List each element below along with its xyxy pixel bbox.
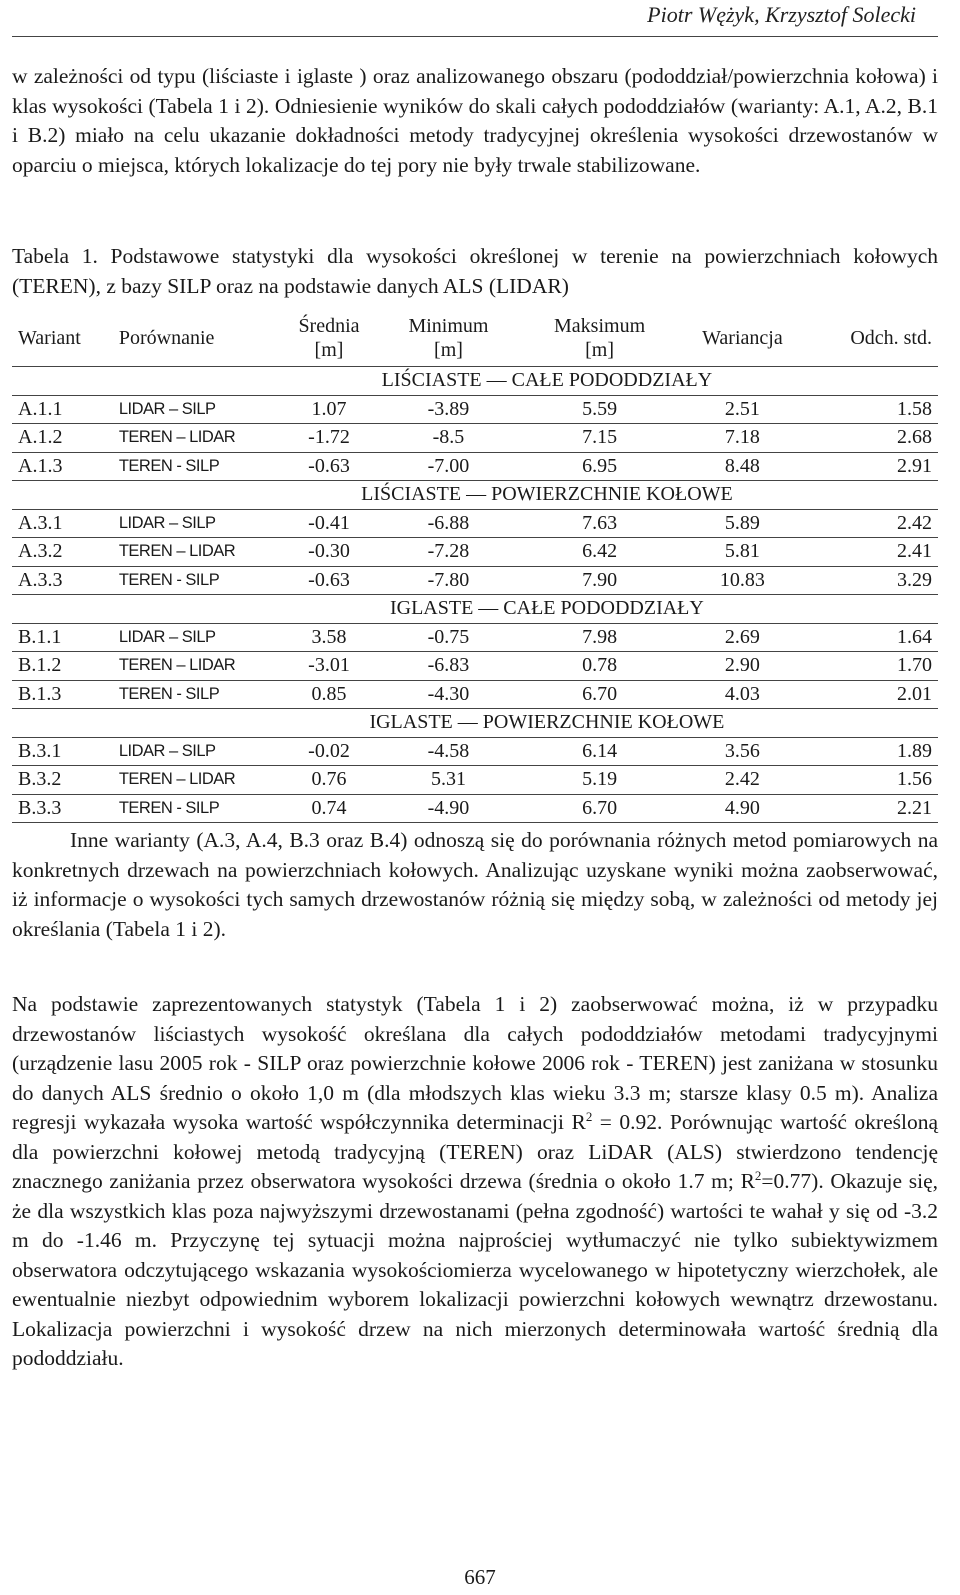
section-title: IGLASTE — CAŁE PODODDZIAŁY xyxy=(389,597,704,620)
paragraph-3-part1: Na podstawie zaprezentowanych statystyk (Tabela 1 i 2) zaobserwować można, iż w przypadku drzewostanów liściastych wysokość określana dla całych pododdziałów metodami tradycyjnymi (urządzenie lasu 2005 rok - SILP oraz powierzchnie kołowe 2006 rok - TEREN) jest zaniżana w stosunku do danych ALS średnio o około 1,0 m (dla młodszych klas wieku 3.3 m; starsze klasy 0.5 m). Analiza regresji wykazała wysoka wartość współczynnika determinacji R xyxy=(12,992,938,1134)
table-caption: Tabela 1. Podstawowe statystyki dla wysokości określonej w terenie na powierzchniach kołowych (TEREN), z bazy SILP oraz na podstawie danych ALS (LIDAR) xyxy=(12,244,938,298)
header-wariancja: Wariancja xyxy=(702,327,783,349)
section-spacer xyxy=(12,709,285,738)
header-rule xyxy=(12,36,938,37)
cell-porownanie: TEREN - SILP xyxy=(118,456,220,475)
cell-porownanie: LIDAR – SILP xyxy=(118,741,216,760)
section-spacer xyxy=(809,367,938,396)
cell-odch-std: 2.42 xyxy=(897,511,932,534)
table-row xyxy=(12,737,938,766)
cell-srednia: -0.41 xyxy=(308,511,350,534)
section-spacer xyxy=(809,481,938,510)
table-row xyxy=(12,652,938,681)
cell-minimum: -4.90 xyxy=(427,796,470,819)
paragraph-3 xyxy=(12,990,938,1374)
cell-porownanie: LIDAR – SILP xyxy=(118,399,216,418)
cell-minimum: -6.83 xyxy=(427,654,470,677)
cell-srednia: 3.58 xyxy=(311,625,347,648)
table-row xyxy=(12,424,938,453)
cell-wariancja: 2.42 xyxy=(724,768,760,791)
cell-odch-std: 2.91 xyxy=(897,454,932,477)
cell-odch-std: 1.89 xyxy=(897,739,932,762)
section-spacer xyxy=(12,481,285,510)
cell-wariant: A.3.2 xyxy=(18,540,63,563)
cell-odch-std: 2.41 xyxy=(897,540,932,563)
cell-minimum: -3.89 xyxy=(427,397,470,420)
table-section-row xyxy=(12,367,938,396)
table-section-row xyxy=(12,595,938,624)
header-minimum-unit: [m] xyxy=(434,339,463,361)
cell-wariancja: 2.69 xyxy=(724,625,760,648)
cell-maksimum: 5.59 xyxy=(582,397,618,420)
cell-porownanie: TEREN - SILP xyxy=(118,798,220,817)
cell-wariancja: 5.81 xyxy=(724,540,760,563)
cell-odch-std: 2.01 xyxy=(897,682,932,705)
cell-wariant: B.1.3 xyxy=(18,682,62,705)
section-spacer xyxy=(809,595,938,624)
cell-odch-std: 1.58 xyxy=(897,397,932,420)
cell-porownanie: TEREN - SILP xyxy=(118,684,220,703)
cell-porownanie: TEREN - SILP xyxy=(118,570,220,589)
section-spacer xyxy=(12,367,285,396)
cell-minimum: -6.88 xyxy=(427,511,470,534)
cell-wariancja: 5.89 xyxy=(724,511,760,534)
cell-minimum: 5.31 xyxy=(430,768,466,791)
cell-porownanie: TEREN – LIDAR xyxy=(118,656,236,675)
table-header-row xyxy=(12,310,938,367)
cell-maksimum: 7.90 xyxy=(582,568,618,591)
cell-wariant: A.1.2 xyxy=(18,426,63,449)
cell-minimum: -7.00 xyxy=(427,454,470,477)
table-row xyxy=(12,566,938,595)
cell-srednia: 0.85 xyxy=(311,682,347,705)
paragraph-3-part2: = 0.92. Porównując wartość określoną dla powierzchni kołowej metodą tradycyjną (TEREN) oraz LiDAR (ALS) stwierdzono tendencję znacznego zaniżania przez obserwatora wysokości drzewa (średnia o około 1.7 m; R xyxy=(12,1110,938,1193)
table-row xyxy=(12,509,938,538)
cell-porownanie: TEREN – LIDAR xyxy=(118,542,236,561)
cell-wariancja: 4.90 xyxy=(724,796,760,819)
table-row xyxy=(12,452,938,481)
cell-wariant: B.3.2 xyxy=(18,768,62,791)
cell-srednia: 0.74 xyxy=(311,796,347,819)
cell-odch-std: 1.64 xyxy=(897,625,932,648)
header-minimum xyxy=(373,310,523,367)
cell-wariant: B.3.1 xyxy=(18,739,62,762)
cell-maksimum: 6.95 xyxy=(582,454,618,477)
cell-odch-std: 3.29 xyxy=(897,568,932,591)
cell-porownanie: TEREN – LIDAR xyxy=(118,428,236,447)
cell-wariancja: 4.03 xyxy=(724,682,760,705)
cell-wariancja: 7.18 xyxy=(724,426,760,449)
cell-wariant: A.1.3 xyxy=(18,454,63,477)
cell-porownanie: LIDAR – SILP xyxy=(118,627,216,646)
cell-maksimum: 7.98 xyxy=(582,625,618,648)
header-wariant: Wariant xyxy=(18,327,81,349)
section-title: IGLASTE — POWIERZCHNIE KOŁOWE xyxy=(369,711,725,734)
paragraph-2: Inne warianty (A.3, A.4, B.3 oraz B.4) odnoszą się do porównania różnych metod pomiarowych na konkretnych drzewach na powierzchniach kołowych. Analizując uzyskane wyniki można zaobserwować, iż informacje o wysokości tych samych drzewostanów różnią się między sobą, w zależności od metody jej określania (Tabela 1 i 2). xyxy=(12,828,938,941)
cell-srednia: -3.01 xyxy=(308,654,350,677)
cell-minimum: -8.5 xyxy=(432,426,465,449)
cell-maksimum: 0.78 xyxy=(582,654,618,677)
statistics-table xyxy=(12,310,938,823)
cell-odch-std: 2.68 xyxy=(897,426,932,449)
cell-srednia: 1.07 xyxy=(311,397,347,420)
superscript-r2-b: 2 xyxy=(754,1167,762,1183)
table-row xyxy=(12,680,938,709)
cell-srednia: -0.63 xyxy=(308,568,350,591)
table-section-row xyxy=(12,709,938,738)
cell-wariancja: 2.90 xyxy=(724,654,760,677)
table-row xyxy=(12,794,938,823)
table-body xyxy=(12,367,938,823)
cell-minimum: -7.28 xyxy=(427,540,470,563)
cell-srednia: -0.30 xyxy=(308,540,350,563)
cell-odch-std: 2.21 xyxy=(897,796,932,819)
cell-porownanie: LIDAR – SILP xyxy=(118,513,216,532)
table-row xyxy=(12,623,938,652)
cell-wariancja: 3.56 xyxy=(724,739,760,762)
cell-wariant: A.3.3 xyxy=(18,568,63,591)
cell-maksimum: 6.14 xyxy=(582,739,618,762)
table-row xyxy=(12,395,938,424)
cell-maksimum: 7.63 xyxy=(582,511,618,534)
header-odch-std: Odch. std. xyxy=(850,327,932,349)
header-porownanie: Porównanie xyxy=(118,327,215,349)
cell-wariancja: 10.83 xyxy=(719,568,765,591)
header-maksimum xyxy=(524,310,676,367)
cell-porownanie: TEREN – LIDAR xyxy=(118,770,236,789)
cell-wariancja: 2.51 xyxy=(724,397,760,420)
table-row xyxy=(12,766,938,795)
cell-srednia: -0.02 xyxy=(308,739,350,762)
cell-wariant: B.1.1 xyxy=(18,625,62,648)
cell-minimum: -4.30 xyxy=(427,682,470,705)
cell-odch-std: 1.70 xyxy=(897,654,932,677)
section-spacer xyxy=(12,595,285,624)
header-minimum-label: Minimum xyxy=(408,315,489,337)
cell-minimum: -0.75 xyxy=(427,625,470,648)
cell-maksimum: 7.15 xyxy=(582,426,618,449)
cell-wariant: B.1.2 xyxy=(18,654,62,677)
table-section-row xyxy=(12,481,938,510)
paragraph-top: w zależności od typu (liściaste i iglaste ) oraz analizowanego obszaru (pododdział/powierzchnia kołowa) i klas wysokości (Tabela 1 i 2). Odniesienie wyników do skali całych pododdziałów (warianty: A.1, A.2, B.1 i B.2) miało na celu ukazanie dokładności metody tradycyjnej określenia wysokości drzewostanów w oparciu o miejsca, których lokalizacje do tej pory nie były trwale stabilizowane. xyxy=(12,64,938,177)
cell-minimum: -7.80 xyxy=(427,568,470,591)
cell-maksimum: 6.70 xyxy=(582,796,618,819)
header-srednia-label: Średnia xyxy=(298,315,360,337)
header-maksimum-label: Maksimum xyxy=(554,315,646,337)
header-maksimum-unit: [m] xyxy=(585,339,615,361)
cell-srednia: -0.63 xyxy=(308,454,350,477)
paragraph-3-part3: =0.77). Okazuje się, że dla wszystkich klas poza najwyższymi drzewostanami (pełna zgodność) wartości te wahał y się od -3.2 m do -1.46 m. Przyczynę tej sytuacji można najprościej wytłumaczyć nie tylko subiektywizmem obserwatora odczytującego wskazania wysokościomierza wycelowanego w hipotetyczny wierzchołek, ale ewentualnie niezbyt odpowiednim wyborem lokalizacji powierzchni kołowych wewnątrz drzewostanu. Lokalizacja powierzchni i wysokość drzew na nich mierzonych determinowała wartość średnią dla pododdziału. xyxy=(12,1169,938,1370)
header-srednia xyxy=(285,310,374,367)
superscript-r2-a: 2 xyxy=(585,1108,593,1124)
cell-wariant: A.3.1 xyxy=(18,511,63,534)
cell-wariant: B.3.3 xyxy=(18,796,62,819)
cell-minimum: -4.58 xyxy=(427,739,470,762)
table-row xyxy=(12,538,938,567)
cell-maksimum: 6.42 xyxy=(582,540,618,563)
running-header: Piotr Wężyk, Krzysztof Solecki xyxy=(647,2,916,27)
cell-srednia: -1.72 xyxy=(308,426,350,449)
section-title: LIŚCIASTE — POWIERZCHNIE KOŁOWE xyxy=(361,483,733,506)
cell-srednia: 0.76 xyxy=(311,768,347,791)
header-srednia-unit: [m] xyxy=(314,339,344,361)
cell-wariancja: 8.48 xyxy=(724,454,760,477)
section-title: LIŚCIASTE — CAŁE PODODDZIAŁY xyxy=(381,369,713,392)
cell-wariant: A.1.1 xyxy=(18,397,63,420)
cell-maksimum: 6.70 xyxy=(582,682,618,705)
section-spacer xyxy=(809,709,938,738)
cell-maksimum: 5.19 xyxy=(582,768,618,791)
cell-odch-std: 1.56 xyxy=(897,768,932,791)
page-number: 667 xyxy=(464,1565,496,1589)
